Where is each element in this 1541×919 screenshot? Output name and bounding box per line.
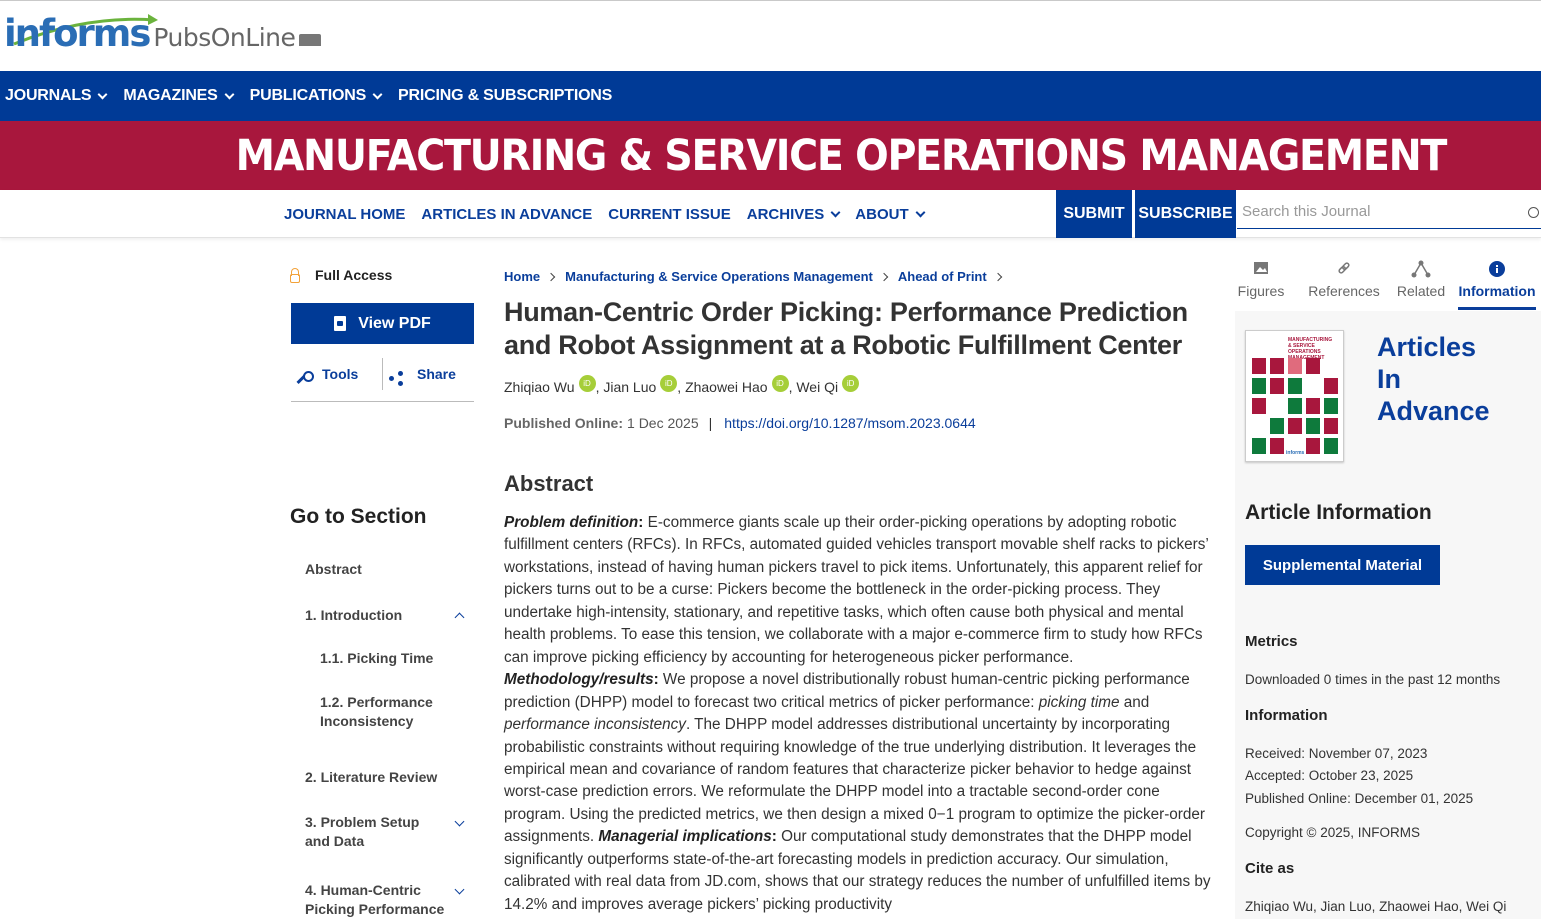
unlock-icon xyxy=(290,268,300,282)
tab-references[interactable] xyxy=(1304,256,1384,310)
search-icon[interactable] xyxy=(1528,207,1539,218)
site-logo[interactable] xyxy=(4,12,321,55)
wrench-icon xyxy=(296,371,310,385)
search-input[interactable] xyxy=(1237,196,1517,226)
supplemental-material-button[interactable]: Supplemental Material xyxy=(1245,545,1440,585)
tab-figures[interactable] xyxy=(1235,256,1287,310)
main-nav xyxy=(0,71,1541,121)
abstract-segment: E-commerce giants scale up their order-picking operations by adopting robotic fulfillment centers (RFCs). In RFCs, automated guided vehicles transport movable shelf racks to pickers’ workstations, instead of having human pickers travel to pick items. Unfortunately, this apparent relief for pickers turns out to be a curse: Pickers become the bottleneck in the order-picking process. They undertake high-intensity, stationary, and repetitive tasks, which often cause both physical and mental health problems. To ease this tension, we collaborate with a major e-commerce firm to study how RFCs can improve picking efficiency by accounting for heterogeneous picker performance. xyxy=(504,514,1209,666)
article-title: Human-Centric Order Picking: Performance Prediction and Robot Assignment at a Robotic Fulfillment Center xyxy=(504,297,1188,360)
chevron-up-icon[interactable] xyxy=(455,613,465,623)
tab-related[interactable] xyxy=(1394,256,1448,310)
cite-as-heading: Cite as xyxy=(1245,860,1295,877)
logo-brand: informs xyxy=(4,12,150,55)
share-label: Share xyxy=(417,366,456,382)
pdf-icon xyxy=(334,316,346,331)
orcid-icon[interactable]: iD xyxy=(842,375,859,392)
article-information-heading: Article Information xyxy=(1245,501,1432,524)
separator: , xyxy=(788,379,797,395)
breadcrumb xyxy=(504,269,1012,284)
copyright: Copyright © 2025, INFORMS xyxy=(1245,825,1421,840)
subscribe-button[interactable]: SUBSCRIBE xyxy=(1135,190,1236,238)
view-pdf-label: View PDF xyxy=(358,314,431,332)
divider xyxy=(382,358,383,390)
articles-in-advance-link[interactable]: Articles In Advance xyxy=(1377,332,1490,426)
published-date: 1 Dec 2025 xyxy=(627,415,699,431)
citation-text: Zhiqiao Wu, Jian Luo, Zhaowei Hao, Wei Qi xyxy=(1245,899,1507,914)
abstract-label: Problem definition xyxy=(504,514,639,531)
received-date: Received: November 07, 2023 xyxy=(1245,746,1428,761)
breadcrumb-ahead-of-print[interactable]: Ahead of Print xyxy=(897,269,987,284)
abstract-label: Managerial implications xyxy=(598,828,772,846)
published-online-date: Published Online: December 01, 2025 xyxy=(1245,791,1474,806)
share-button[interactable] xyxy=(389,363,456,385)
book-icon xyxy=(299,34,321,46)
chevron-down-icon xyxy=(915,207,925,217)
cover-logo: informs xyxy=(1286,450,1305,456)
nav-publications[interactable] xyxy=(250,87,381,105)
tab-information[interactable] xyxy=(1458,256,1536,310)
abstract-text: Problem definition: E-commerce giants scale up their order-picking operations by adopting robotic fulfillment centers (RFCs). In RFCs, automated guided vehicles transport movable shelf racks to pickers’ workstations, instead of having human pickers travel to pick items. Unfortunately, this apparent relief for pickers turns out to be a curse: Pickers become the bottleneck in the order-picking process. They undertake high-intensity, stationary, and repetitive tasks, which often cause both physical and mental health problems. To ease this tension, we collaborate with a major e-commerce firm to study how RFCs can improve picking efficiency by accounting for heterogeneous picker performance. Methodology/results: We propose a novel distributionally robust human-centric picking performance prediction (DHPP) model to forecast two critical metrics of picker performance: picking time and performance inconsistency. The DHPP model addresses distributional uncertainty by incorporating probabilistic constraints without requiring knowledge of the true underlying distribution. It leverages the empirical mean and covariance of random features that characterize picker behavior to hedge against worst-case prediction errors. We reformulate the DHPP model into a tractable second-order cone program. Using the predicted metrics, we then design a mixed 0−1 program to optimize the picker-order assignments. Managerial implications: Our computational study demonstrates that the DHPP model significantly outperforms state-of-the-art forecasting models in prediction accuracy. Our simulation, calibrated with real data from JD.com, shows that our strategy reduces the number of unfulfilled items by 14.2% and improves average pickers’ picking productivity xyxy=(504,514,1211,913)
toc-item[interactable]: 1. Introduction xyxy=(305,606,475,625)
cover-pattern xyxy=(1252,358,1338,454)
nav-label: ABOUT xyxy=(855,205,909,223)
nav-label: ARCHIVES xyxy=(746,205,825,223)
toc-item[interactable]: 1.1. Picking Time xyxy=(320,650,434,666)
toc-item[interactable]: 1.2. Performance Inconsistency xyxy=(320,694,433,729)
tab-label: Figures xyxy=(1237,283,1285,299)
network-icon xyxy=(1411,260,1431,278)
toc-item[interactable]: 4. Human-Centric Picking Performance xyxy=(305,881,475,919)
nav-label: ARTICLES IN ADVANCE xyxy=(421,205,593,223)
nav-label: CURRENT ISSUE xyxy=(608,205,731,223)
nav-current-issue[interactable] xyxy=(608,206,731,223)
access-status xyxy=(290,267,392,283)
nav-archives[interactable] xyxy=(747,206,840,223)
journal-search xyxy=(1237,196,1541,229)
doi-link[interactable]: https://doi.org/10.1287/msom.2023.0644 xyxy=(724,415,976,431)
submit-button[interactable]: SUBMIT xyxy=(1056,190,1132,238)
chevron-down-icon xyxy=(224,89,234,99)
publication-info xyxy=(504,415,976,431)
nav-about[interactable] xyxy=(855,206,923,223)
abstract-segment: Our computational study demonstrates that the DHPP model significantly outperforms state-of-the-art forecasting models in prediction accuracy. Our simulation, calibrated with real data from JD.com, shows that our strategy reduces the number of unfulfilled items by 14.2% and improves average pickers’ picking productivity xyxy=(504,828,1211,913)
abstract-heading: Abstract xyxy=(504,471,594,496)
go-to-section-heading: Go to Section xyxy=(290,505,427,528)
breadcrumb-home[interactable]: Home xyxy=(504,269,541,284)
information-heading: Information xyxy=(1245,707,1328,724)
access-label: Full Access xyxy=(315,267,393,283)
abstract-segment: . The DHPP model addresses distributional uncertainty by incorporating probabilistic constraints without requiring knowledge of the true underlying distribution. It leverages the empirical mean and covariance of random features that characterize picker behavior to hedge against worst-case prediction errors. We reformulate the DHPP model into a tractable second-order cone program. Using the predicted metrics, we then design a mixed 0−1 program to optimize the picker-order assignments. xyxy=(504,716,1206,846)
nav-journals[interactable] xyxy=(5,87,106,105)
divider: | xyxy=(708,415,713,431)
separator: , xyxy=(677,379,686,395)
nav-label: JOURNALS xyxy=(5,87,92,104)
top-border xyxy=(0,0,1541,3)
author-list xyxy=(504,379,859,395)
nav-articles-in-advance[interactable] xyxy=(421,206,592,223)
share-icon xyxy=(389,371,403,385)
nav-magazines[interactable] xyxy=(123,87,232,105)
journal-banner[interactable] xyxy=(0,121,1541,190)
chevron-right-icon xyxy=(993,272,1001,280)
abstract-segment: and xyxy=(1119,693,1150,711)
side-tabs xyxy=(1235,256,1541,310)
author-link[interactable]: Jian Luo xyxy=(603,379,657,395)
metrics-text: Downloaded 0 times in the past 12 months xyxy=(1245,672,1501,687)
tools-bar xyxy=(291,358,474,402)
chevron-down-icon[interactable] xyxy=(455,885,465,895)
chevron-down-icon[interactable] xyxy=(455,817,465,827)
toc-item[interactable]: 3. Problem Setup and Data xyxy=(305,813,475,851)
nav-journal-home[interactable] xyxy=(284,206,405,223)
link-icon xyxy=(1336,260,1352,276)
abstract-emphasis: picking time xyxy=(1038,693,1120,711)
nav-label: MAGAZINES xyxy=(123,87,218,104)
author-link[interactable]: Zhaowei Hao xyxy=(685,379,768,395)
information-panel xyxy=(1235,311,1541,919)
breadcrumb-journal[interactable]: Manufacturing & Service Operations Management xyxy=(565,269,873,284)
chevron-down-icon xyxy=(373,89,383,99)
logo-product: PubsOnLine xyxy=(153,23,296,52)
chevron-down-icon xyxy=(831,207,841,217)
journal-title: MANUFACTURING & SERVICE OPERATIONS MANAGEMENT xyxy=(235,130,1446,181)
journal-nav xyxy=(0,190,1541,238)
accepted-date: Accepted: October 23, 2025 xyxy=(1245,768,1414,783)
separator: , xyxy=(595,379,604,395)
nav-label: PRICING & SUBSCRIPTIONS xyxy=(398,87,613,104)
nav-label: PUBLICATIONS xyxy=(249,87,367,104)
author-link[interactable]: Wei Qi xyxy=(796,379,839,395)
tools-button[interactable] xyxy=(296,363,358,385)
tools-label: Tools xyxy=(322,366,359,382)
nav-pricing[interactable] xyxy=(398,87,612,105)
toc-item[interactable]: 2. Literature Review xyxy=(305,769,438,785)
image-icon xyxy=(1253,260,1269,276)
tab-label: Information xyxy=(1458,283,1536,299)
chevron-down-icon xyxy=(98,89,108,99)
orcid-icon[interactable]: iD xyxy=(579,375,596,392)
info-icon xyxy=(1488,260,1506,278)
published-label: Published Online: xyxy=(504,415,624,431)
metrics-heading: Metrics xyxy=(1245,633,1298,650)
chevron-right-icon xyxy=(547,272,555,280)
tab-label: Related xyxy=(1396,283,1446,299)
chevron-right-icon xyxy=(880,272,888,280)
abstract-emphasis: performance inconsistency xyxy=(504,716,686,734)
view-pdf-button[interactable] xyxy=(291,303,474,344)
cover-title: MANUFACTURING & SERVICE OPERATIONS xyxy=(1288,337,1333,355)
abstract-label: Methodology/results xyxy=(504,671,654,689)
abstract-segment: We propose a novel distributionally robust human-centric picking performance prediction (DHPP) model to forecast two critical metrics of picker performance: xyxy=(504,671,1190,711)
orcid-icon[interactable]: iD xyxy=(772,375,789,392)
toc-item[interactable]: Abstract xyxy=(305,561,362,577)
nav-label: JOURNAL HOME xyxy=(284,205,406,223)
orcid-icon[interactable]: iD xyxy=(660,375,677,392)
author-link[interactable]: Zhiqiao Wu xyxy=(504,379,575,395)
tab-label: References xyxy=(1308,283,1380,299)
journal-cover[interactable] xyxy=(1245,330,1344,462)
